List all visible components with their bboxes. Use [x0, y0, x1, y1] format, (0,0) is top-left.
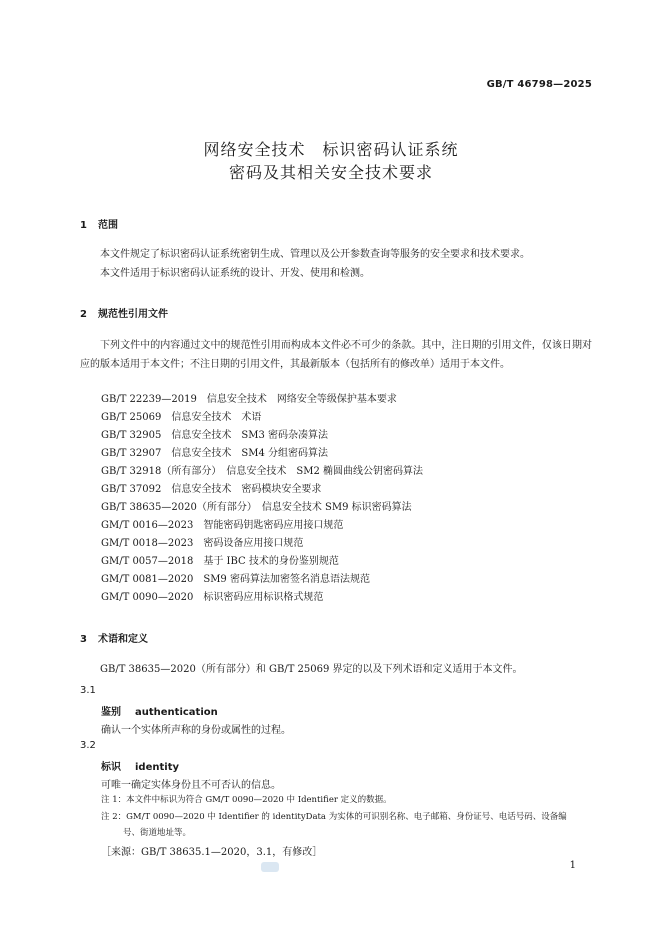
section-1-heading [80, 216, 118, 231]
watermark-logo [261, 862, 279, 872]
reference-item: GM/T 0090—2020 标识密码应用标识格式规范 [101, 592, 324, 603]
reference-item: GB/T 38635—2020（所有部分） 信息安全技术 SM9 标识密码算法 [101, 502, 412, 513]
reference-item: GB/T 25069 信息安全技术 术语 [101, 412, 262, 423]
section-title: 术语和定义 [98, 634, 148, 645]
terms-intro: GB/T 38635—2020（所有部分）和 GB/T 25069 界定的以及下列术语和定义适用于本文件。 [100, 664, 523, 675]
term-definition: 确认一个实体所声称的身份或属性的过程。 [101, 725, 291, 736]
reference-item: GM/T 0057—2018 基于 IBC 技术的身份鉴别规范 [101, 556, 339, 567]
term-number: 3.1 [80, 685, 96, 696]
term-note-2 [101, 809, 591, 841]
term-heading [101, 703, 218, 718]
section-number: 3 [80, 634, 87, 645]
section-title: 规范性引用文件 [98, 309, 168, 320]
term-note-1: 注 1：本文件中标识为符合 GM/T 0090—2020 中 Identifier 定义的数据。 [101, 795, 392, 805]
section-2-heading [80, 305, 168, 320]
standard-number: GB/T 46798—2025 [486, 79, 592, 90]
reference-item: GM/T 0081—2020 SM9 密码算法加密签名消息语法规范 [101, 574, 370, 585]
reference-item: GB/T 32918（所有部分） 信息安全技术 SM2 椭圆曲线公钥密码算法 [101, 466, 423, 477]
document-title-line1: 网络安全技术 标识密码认证系统 [203, 140, 459, 159]
term-number: 3.2 [80, 740, 96, 751]
term-en: authentication [135, 707, 218, 718]
term-note-2-line2: 号、街道地址等。 [123, 828, 192, 838]
document-title-line2: 密码及其相关安全技术要求 [228, 163, 433, 182]
section-3-heading [80, 630, 148, 645]
scope-paragraph-2: 本文件适用于标识密码认证系统的设计、开发、使用和检测。 [100, 268, 370, 279]
page-number: 1 [569, 860, 576, 871]
term-en: identity [135, 762, 179, 773]
term-definition: 可唯一确定实体身份且不可否认的信息。 [101, 780, 281, 791]
term-zh: 标识 [101, 762, 121, 773]
reference-item: GB/T 32905 信息安全技术 SM3 密码杂凑算法 [101, 430, 328, 441]
term-note-2-line1: 注 2：GM/T 0090—2020 中 Identifier 的 identityData 为实体的可识别名称、电子邮箱、身份证号、电话号码、设备编 [101, 812, 567, 822]
normative-references-intro: 下列文件中的内容通过文中的规范性引用而构成本文件必不可少的条款。其中，注日期的引用文件，仅该日期对应的版本适用于本文件；不注日期的引用文件，其最新版本（包括所有的修改单）适用于本文件。 [80, 340, 592, 370]
section-number: 1 [80, 220, 87, 231]
term-source: ［来源：GB/T 38635.1—2020，3.1，有修改］ [101, 847, 323, 858]
term-heading [101, 758, 179, 773]
reference-item: GM/T 0018—2023 密码设备应用接口规范 [101, 538, 304, 549]
scope-paragraph-1: 本文件规定了标识密码认证系统密钥生成、管理以及公开参数查询等服务的安全要求和技术要求。 [100, 249, 530, 260]
reference-item: GB/T 22239—2019 信息安全技术 网络安全等级保护基本要求 [101, 394, 397, 405]
reference-item: GM/T 0016—2023 智能密码钥匙密码应用接口规范 [101, 520, 344, 531]
section-number: 2 [80, 309, 87, 320]
reference-item: GB/T 37092 信息安全技术 密码模块安全要求 [101, 484, 322, 495]
reference-item: GB/T 32907 信息安全技术 SM4 分组密码算法 [101, 448, 328, 459]
section-title: 范围 [98, 220, 118, 231]
term-zh: 鉴别 [101, 707, 121, 718]
